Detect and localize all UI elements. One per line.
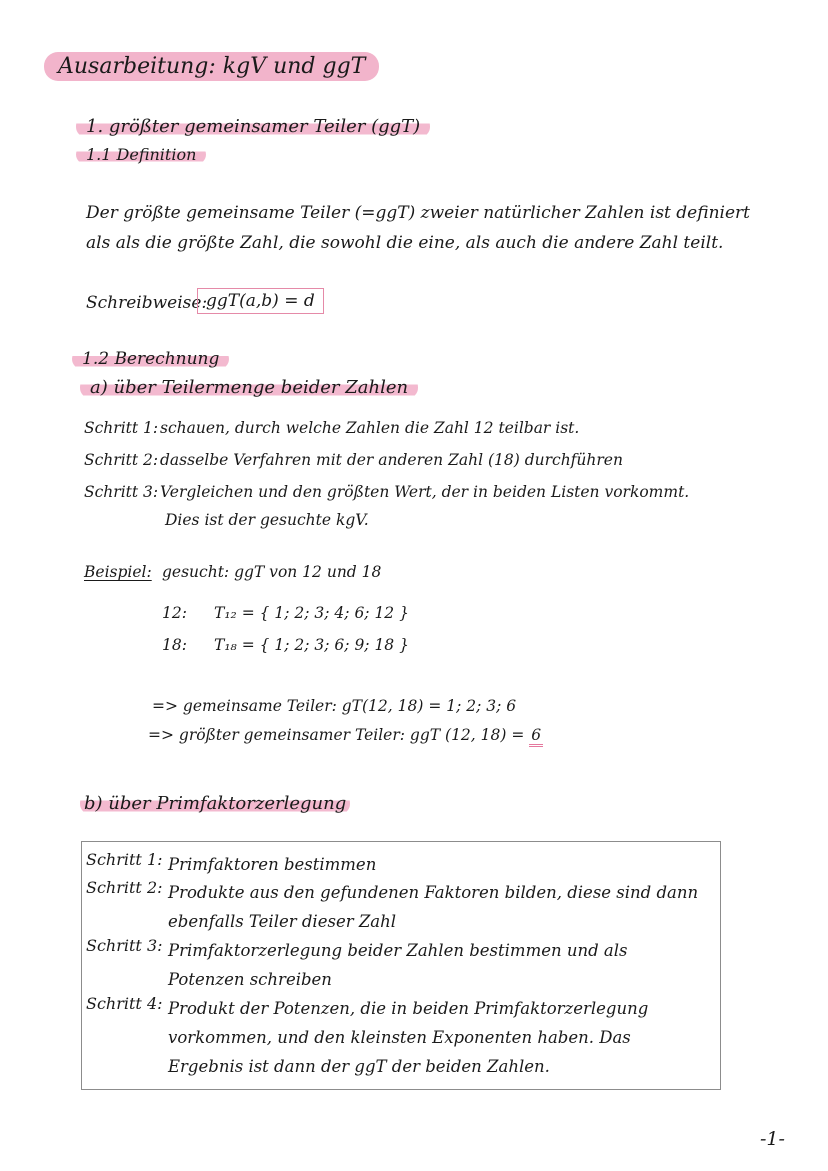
step-label: Schritt 1:: [86, 850, 163, 869]
step-row: [86, 878, 708, 936]
step-label: Schritt 3:: [84, 483, 159, 501]
step-label: Schritt 4:: [86, 994, 163, 1013]
set-number: 18:: [162, 636, 187, 654]
notation-label: Schreibweise:: [86, 293, 208, 313]
example-text: gesucht: ggT von 12 und 18: [162, 563, 382, 581]
step-label: Schritt 3:: [86, 936, 163, 955]
step-text: Produkte aus den gefundenen Faktoren bilden, diese sind dann ebenfalls Teiler dieser Zahl: [168, 883, 699, 931]
subheading-primfaktorzerlegung: [80, 793, 350, 814]
section-heading-ggt: 1. größter gemeinsamer Teiler (ggT): [76, 116, 430, 137]
section-heading-berechnung: 1.2 Berechnung: [72, 349, 229, 369]
divisor-set: T₁₈ = { 1; 2; 3; 6; 9; 18 }: [214, 636, 409, 654]
step-label: Schritt 1:: [84, 419, 159, 437]
subheading-primfaktorzerlegung-text: b) über Primfaktorzerlegung: [80, 793, 350, 814]
definition-line-1: Der größte gemeinsame Teiler (=ggT) zweier natürlicher Zahlen ist definiert: [86, 203, 750, 223]
step-text: Primfaktorzerlegung beider Zahlen bestimmen und als Potenzen schreiben: [168, 941, 628, 989]
divisor-set: T₁₂ = { 1; 2; 3; 4; 6; 12 }: [214, 604, 409, 622]
notation-formula-box: ggT(a,b) = d: [197, 288, 324, 314]
step-text: Vergleichen und den größten Wert, der in beiden Listen vorkommt.: [160, 483, 690, 501]
definition-line-2: als als die größte Zahl, die sowohl die eine, als auch die andere Zahl teilt.: [86, 233, 724, 253]
step-row: [86, 994, 708, 1081]
gcd-result: 6: [529, 726, 543, 747]
gcd-line: [148, 726, 543, 744]
step-label: Schritt 2:: [84, 451, 159, 469]
subheading-teilermenge: a) über Teilermenge beider Zahlen: [80, 377, 418, 398]
common-divisors-line: => gemeinsame Teiler: gT(12, 18) = 1; 2; 3; 6: [152, 697, 517, 715]
step-text: Produkt der Potenzen, die in beiden Primfaktorzerlegung vorkommen, und den kleinsten Exponenten haben. Das Ergebnis ist dann der ggT der beiden Zahlen.: [168, 999, 649, 1076]
step-label: Schritt 2:: [86, 878, 163, 897]
step-text: Primfaktoren bestimmen: [168, 855, 377, 874]
step-text: dasselbe Verfahren mit der anderen Zahl (18) durchführen: [160, 451, 623, 469]
step-row: [86, 936, 708, 994]
step-text: schauen, durch welche Zahlen die Zahl 12 teilbar ist.: [160, 419, 580, 437]
page-title: Ausarbeitung: kgV und ggT: [44, 52, 379, 81]
page-number: -1-: [760, 1128, 785, 1150]
steps-box: [81, 841, 721, 1090]
step-row: [86, 850, 708, 879]
subheading-definition: 1.1 Definition: [76, 145, 206, 164]
set-number: 12:: [162, 604, 187, 622]
step-text: Dies ist der gesuchte kgV.: [165, 511, 369, 529]
example-label: Beispiel:: [84, 563, 152, 581]
gcd-line-prefix: => größter gemeinsamer Teiler: ggT (12, 18) =: [148, 726, 530, 744]
